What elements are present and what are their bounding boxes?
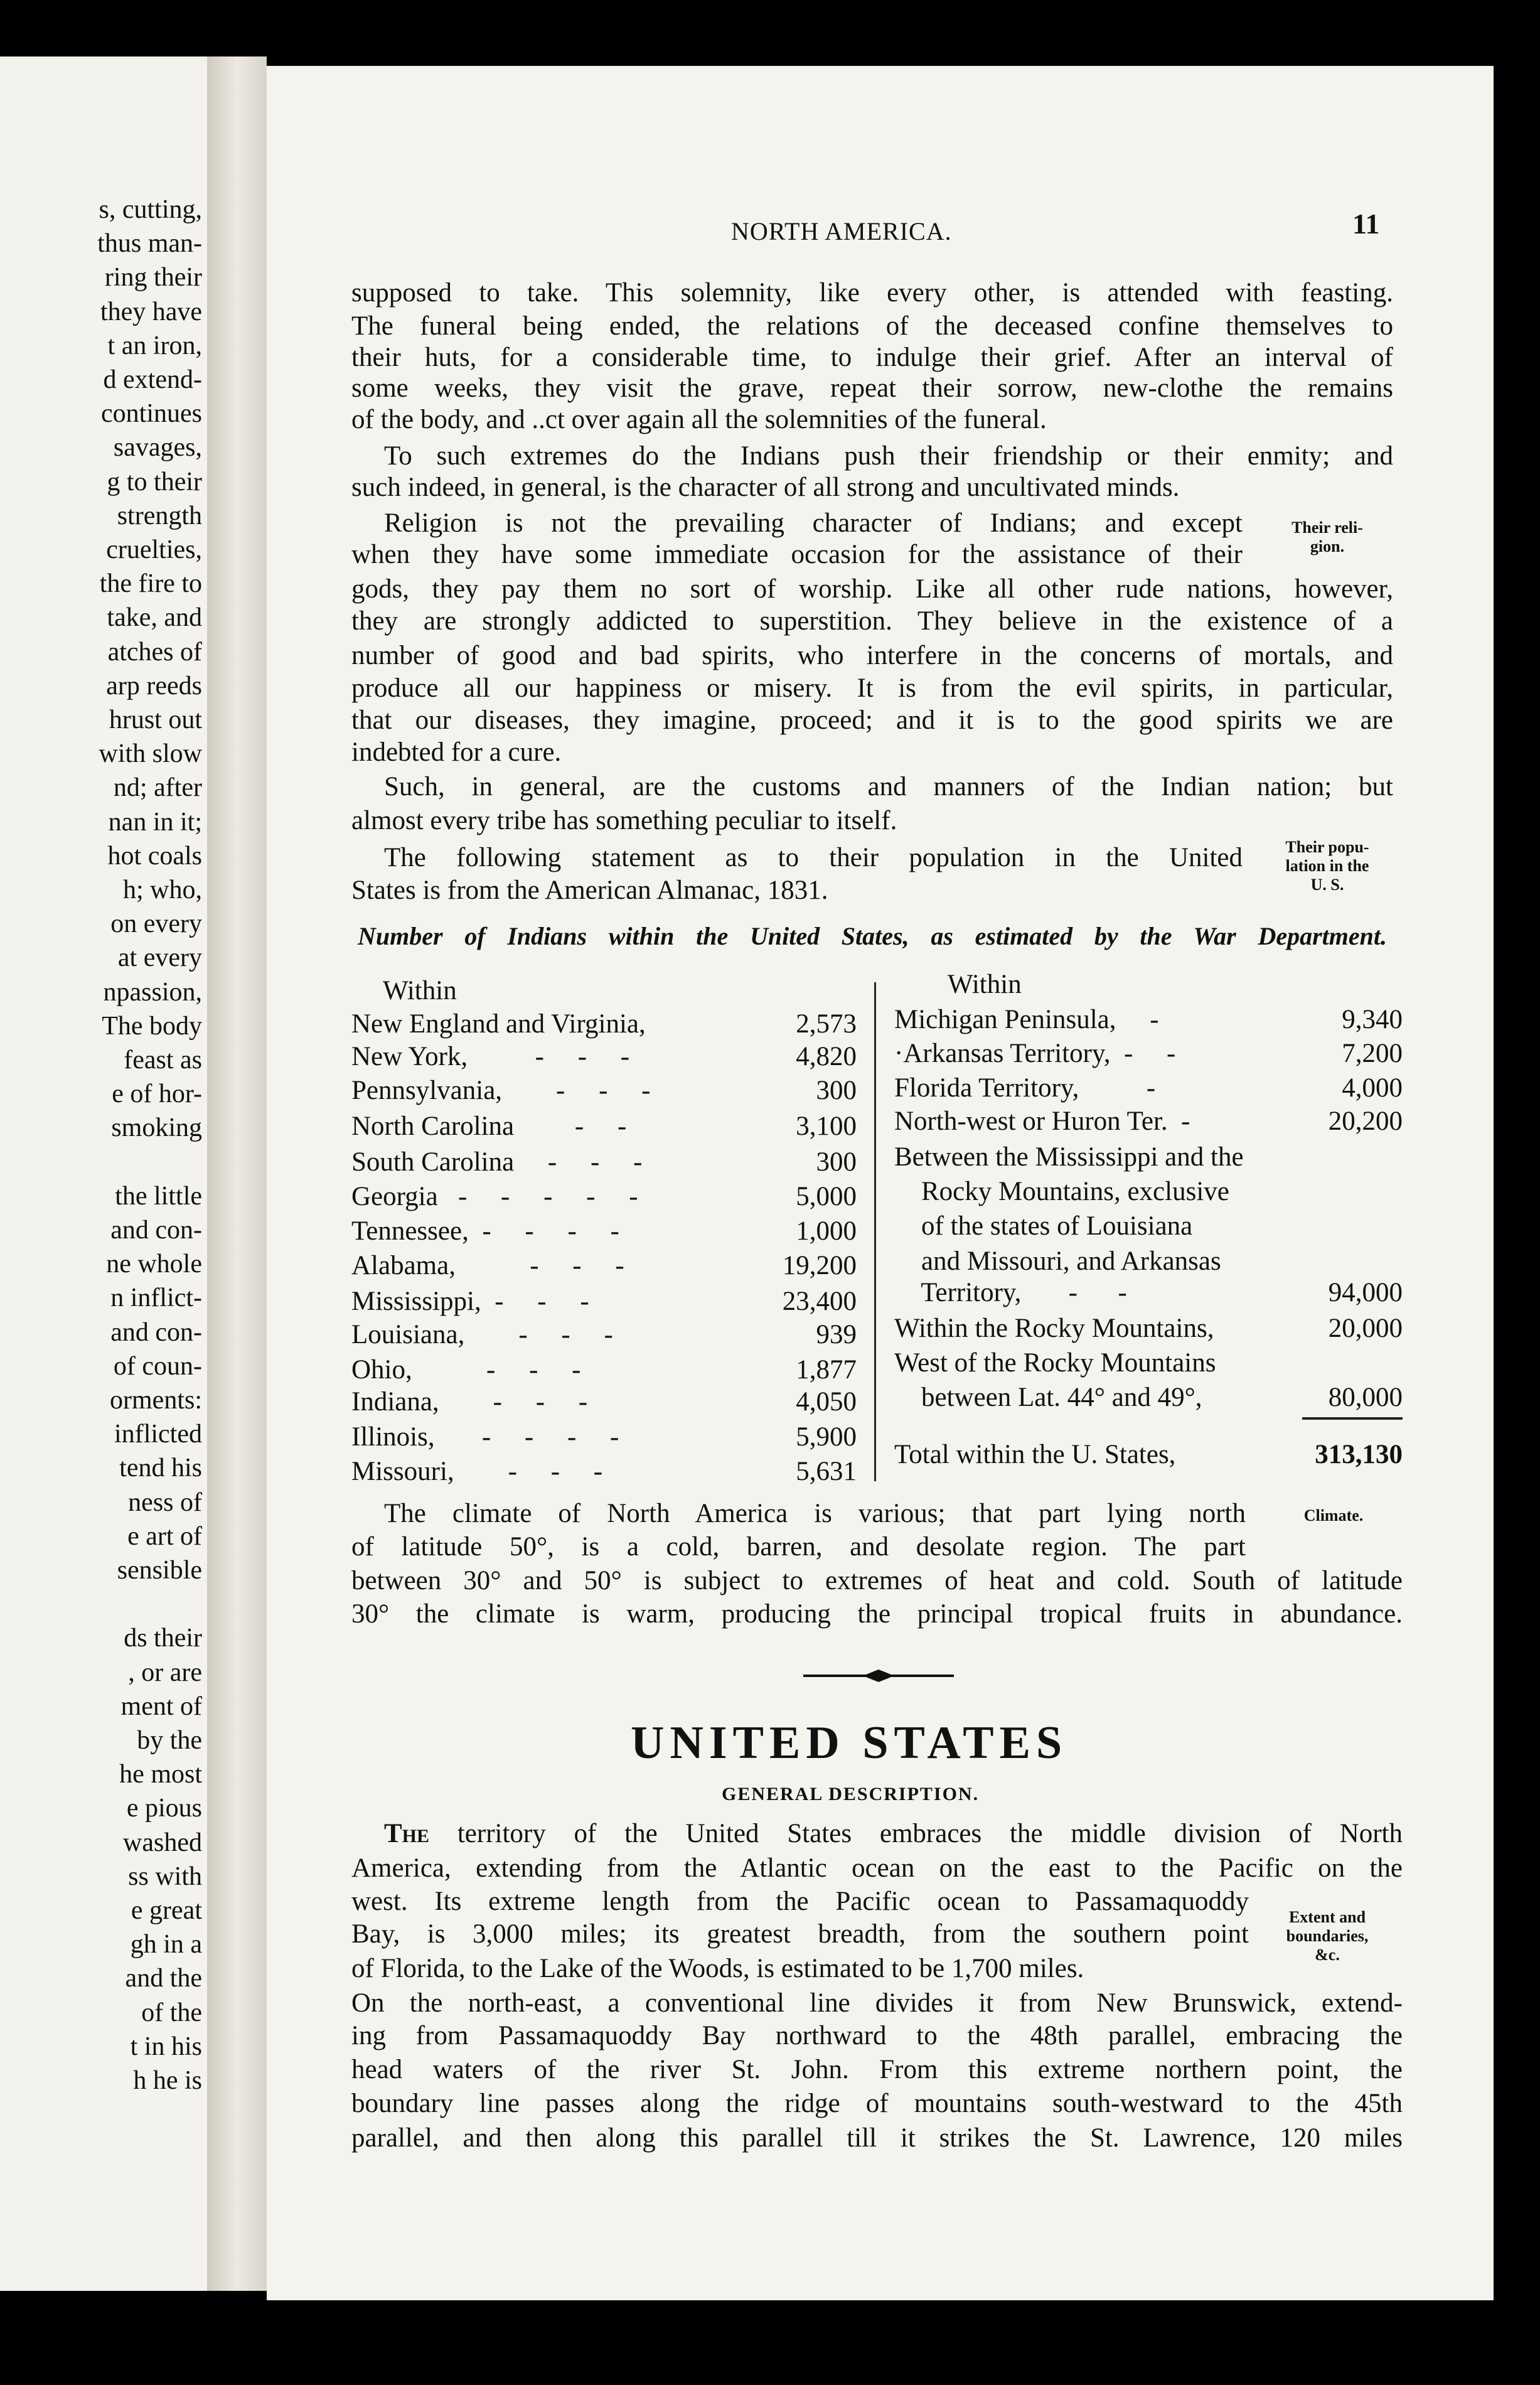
table-row [351, 1252, 857, 1284]
left-page-line: nan in it; [108, 807, 202, 837]
us-line: west. Its extreme length from the Pacific ocean to Passamaquoddy [351, 1887, 1249, 1916]
total-label: Total within the U. States, [894, 1440, 1176, 1469]
left-page-line: ring their [104, 263, 202, 292]
body-line: of the body, and ..ct over again all the solemnities of the funeral. [351, 405, 1047, 434]
row-label: Georgia - - - - - [351, 1182, 638, 1211]
left-page-line: sensible [117, 1556, 202, 1585]
left-page-line: they have [100, 297, 202, 326]
climate-line: of latitude 50°, is a cold, barren, and desolate region. The part [351, 1532, 1246, 1562]
left-page-line: nd; after [113, 773, 202, 803]
row-label: between Lat. 44° and 49°, [894, 1383, 1202, 1412]
margin-note-religion [1261, 518, 1393, 556]
row-label: Alabama, - - - [351, 1251, 624, 1280]
margin-note-line: Their popu- [1285, 838, 1369, 856]
left-page-line: arp reeds [106, 671, 202, 700]
row-label: Within the Rocky Mountains, [894, 1314, 1214, 1343]
row-value: 9,340 [1342, 1005, 1403, 1034]
us-line: of Florida, to the Lake of the Woods, is estimated to be 1,700 miles. [351, 1954, 1084, 1983]
row-value: 94,000 [1328, 1278, 1403, 1307]
row-label: ·Arkansas Territory, - - [894, 1039, 1176, 1068]
table-row [351, 1149, 857, 1180]
row-label: Between the Mississippi and the [894, 1142, 1244, 1172]
left-page-line: g to their [107, 467, 202, 496]
left-page-line: the little [115, 1181, 202, 1211]
us-line: boundary line passes along the ridge of mountains south-westward to the 45th [351, 2089, 1403, 2118]
body-line: almost every tribe has something peculiar to itself. [351, 806, 897, 835]
left-page-line: ment of [120, 1691, 202, 1721]
table-row [894, 1248, 1403, 1279]
table-row [894, 1279, 1403, 1310]
climate-line: between 30° and 50° is subject to extremes of heat and cold. South of latitude [351, 1566, 1403, 1595]
table-row [351, 1043, 857, 1075]
left-page-line: by the [137, 1726, 202, 1755]
left-page-line: n inflict- [110, 1284, 202, 1313]
row-label: of the states of Louisiana [894, 1211, 1193, 1241]
margin-note-line: U. S. [1310, 875, 1344, 894]
margin-note-climate [1280, 1506, 1387, 1525]
body-line: States is from the American Almanac, 1831. [351, 876, 828, 905]
left-page-line: and con- [110, 1317, 202, 1347]
row-value: 1,877 [796, 1355, 857, 1385]
body-line: To such extremes do the Indians push their friendship or their enmity; and [384, 441, 1393, 471]
body-line: that our diseases, they imagine, proceed; and it is to the good spirits we are [351, 705, 1393, 735]
left-page-line: d extend- [103, 365, 202, 394]
left-page-line: continues [101, 399, 202, 429]
left-page-line: feast as [124, 1046, 202, 1075]
body-line: Such, in general, are the customs and manners of the Indian nation; but [384, 772, 1393, 801]
total-value: 313,130 [1315, 1440, 1403, 1469]
left-page-line: of the [141, 1998, 202, 2027]
left-page-line: e great [131, 1896, 202, 1925]
margin-note-population [1261, 838, 1393, 894]
body-line: The following statement as to their population in the United [384, 843, 1243, 872]
left-page-line: gh in a [130, 1930, 202, 1959]
body-line: they are strongly addicted to superstition. They believe in the existence of a [351, 606, 1393, 636]
left-page-line: at every [117, 943, 202, 973]
left-page-line: ne whole [106, 1250, 202, 1279]
margin-note-extent [1258, 1908, 1396, 1964]
table-row [351, 1321, 857, 1353]
row-label: Ohio, - - - [351, 1355, 581, 1385]
body-line: their huts, for a considerable time, to indulge their grief. After an interval of [351, 343, 1393, 372]
table-row [351, 1388, 857, 1420]
page-number: 11 [1352, 208, 1380, 240]
page-gutter [207, 56, 267, 2291]
table-row [351, 1077, 857, 1108]
table-row [894, 1040, 1403, 1071]
table-row [894, 1108, 1403, 1139]
left-page-line: , or are [128, 1658, 202, 1687]
row-value: 300 [816, 1076, 857, 1105]
left-page-line: h; who, [123, 876, 202, 904]
left-page-line: thus man- [97, 229, 202, 259]
body-line: gods, they pay them no sort of worship. Like all other rude nations, however, [351, 574, 1393, 604]
row-label: North Carolina - - [351, 1112, 627, 1141]
row-label: Rocky Mountains, exclusive [894, 1177, 1229, 1206]
left-page-line: and con- [110, 1216, 202, 1245]
left-page-line: tend his [119, 1454, 202, 1483]
row-value: 939 [816, 1320, 857, 1349]
row-value: 2,573 [796, 1009, 857, 1039]
row-value: 4,820 [796, 1042, 857, 1071]
margin-note-line: &c. [1315, 1945, 1340, 1964]
row-label: Missouri, - - - [351, 1457, 603, 1486]
us-line: America, extending from the Atlantic ocean on the east to the Pacific on the [351, 1853, 1403, 1883]
table-row [894, 1384, 1403, 1415]
table-row [351, 1288, 857, 1319]
row-value: 20,200 [1328, 1107, 1403, 1136]
left-page-line: on every [110, 909, 202, 939]
row-label: Mississippi, - - - [351, 1287, 589, 1316]
body-line: produce all our happiness or misery. It is from the evil spirits, in particular, [351, 673, 1393, 703]
row-label: Indiana, - - - [351, 1387, 588, 1417]
left-page-line: and the [125, 1964, 202, 1993]
row-value: 20,000 [1328, 1314, 1403, 1343]
left-page-line: e art of [127, 1521, 202, 1551]
us-line [384, 1820, 1403, 1847]
row-value: 5,000 [796, 1182, 857, 1211]
margin-note-line: Their reli- [1291, 518, 1363, 537]
table-row [351, 1356, 857, 1388]
left-page-line: washed [123, 1828, 202, 1857]
row-value: 23,400 [782, 1287, 857, 1316]
left-page-line: npassion, [103, 977, 202, 1007]
row-value: 5,631 [796, 1457, 857, 1486]
left-page-line: t in his [130, 2032, 202, 2061]
left-page-line: hot coals [107, 841, 202, 871]
left-page-line: ds their [124, 1624, 202, 1653]
climate-line: The climate of North America is various; that part lying north [384, 1499, 1246, 1528]
row-label: South Carolina - - - [351, 1147, 643, 1177]
row-label: Pennsylvania, - - - [351, 1076, 651, 1105]
body-line: such indeed, in general, is the character of all strong and uncultivated minds. [351, 473, 1180, 502]
us-line: Bay, is 3,000 miles; its greatest breadth, from the southern point [351, 1919, 1249, 1949]
margin-note-line: lation in the [1285, 856, 1369, 875]
table-left-header: Within [383, 976, 457, 1005]
left-page-line: ness of [128, 1487, 202, 1517]
row-value: 4,000 [1342, 1073, 1403, 1103]
row-value: 80,000 [1328, 1383, 1403, 1412]
margin-note-line: Climate. [1303, 1506, 1364, 1525]
section-title: UNITED STATES [631, 1717, 1068, 1769]
left-page-line: he most [119, 1760, 202, 1789]
left-page-line: inflicted [114, 1420, 202, 1449]
climate-line: 30° the climate is warm, producing the principal tropical fruits in abundance. [351, 1599, 1403, 1629]
left-page-line: the fire to [99, 569, 202, 599]
row-value: 19,200 [782, 1251, 857, 1280]
row-label: Territory, - - [894, 1278, 1127, 1307]
left-page-line: with slow [99, 739, 202, 769]
left-page-line: hrust out [109, 705, 202, 734]
left-page-line: savages, [113, 433, 202, 463]
row-label: New England and Virginia, [351, 1009, 646, 1039]
left-page-line: of coun- [113, 1351, 202, 1381]
left-page-line: t an iron, [107, 331, 202, 360]
table-column-divider [874, 982, 876, 1481]
left-page-line: orments: [110, 1386, 202, 1415]
row-label: Michigan Peninsula, - [894, 1005, 1159, 1034]
table-row [894, 1213, 1403, 1244]
us-line: parallel, and then along this parallel till it strikes the St. Lawrence, 120 miles [351, 2123, 1403, 2153]
us-line: head waters of the river St. John. From this extreme northern point, the [351, 2055, 1403, 2084]
margin-note-line: boundaries, [1286, 1926, 1369, 1945]
left-page-line: atches of [107, 637, 202, 667]
total-rule [1302, 1417, 1403, 1420]
row-label: Tennessee, - - - - [351, 1216, 619, 1246]
row-label: New York, - - - [351, 1042, 630, 1071]
row-value: 3,100 [796, 1112, 857, 1141]
drop-word: The [384, 1819, 430, 1848]
left-page-line: cruelties, [106, 535, 202, 564]
line-text: territory of the United States embraces the middle division of North [429, 1819, 1403, 1848]
row-value: 300 [816, 1147, 857, 1177]
us-line: ing from Passamaquoddy Bay northward to the 48th parallel, embracing the [351, 2021, 1403, 2050]
left-page-line: strength [117, 501, 202, 530]
body-line: indebted for a cure. [351, 737, 562, 767]
row-label: North-west or Huron Ter. - [894, 1107, 1190, 1136]
table-row [351, 1183, 857, 1214]
table-right-header: Within [948, 970, 1022, 999]
table-row [894, 1178, 1403, 1209]
table-caption: Number of Indians within the United States, as estimated by the War Department. [358, 922, 1387, 950]
row-label: Illinois, - - - - [351, 1422, 619, 1452]
row-label: Louisiana, - - - [351, 1320, 613, 1349]
table-row [894, 1349, 1403, 1381]
ornament-divider [803, 1666, 954, 1685]
body-line: some weeks, they visit the grave, repeat their sorrow, new-clothe the remains [351, 373, 1393, 403]
row-value: 4,050 [796, 1387, 857, 1417]
running-head: NORTH AMERICA. [731, 217, 952, 245]
table-row [894, 1006, 1403, 1037]
table-total-row [894, 1441, 1403, 1472]
row-label: and Missouri, and Arkansas [894, 1246, 1221, 1276]
body-line: The funeral being ended, the relations of the deceased confine themselves to [351, 311, 1393, 341]
row-value: 7,200 [1342, 1039, 1403, 1068]
left-page-line: smoking [111, 1113, 202, 1143]
table-row [351, 1423, 857, 1455]
left-page-line: e of hor- [112, 1080, 202, 1109]
body-line: number of good and bad spirits, who interfere in the concerns of mortals, and [351, 641, 1393, 670]
row-label: Florida Territory, - [894, 1073, 1156, 1103]
margin-note-line: gion. [1310, 537, 1345, 555]
table-row [351, 1010, 857, 1042]
table-row [894, 1075, 1403, 1106]
left-page-line: s, cutting, [99, 195, 202, 224]
section-subtitle: GENERAL DESCRIPTION. [722, 1784, 980, 1804]
margin-note-line: Extent and [1288, 1908, 1366, 1926]
table-row [351, 1113, 857, 1144]
left-page-line: h he is [133, 2066, 202, 2095]
table-row [351, 1458, 857, 1489]
row-value: 5,900 [796, 1422, 857, 1452]
left-page-line: e pious [126, 1794, 202, 1823]
row-label: West of the Rocky Mountains [894, 1348, 1216, 1378]
row-value: 1,000 [796, 1216, 857, 1246]
table-row [351, 1218, 857, 1249]
body-line: supposed to take. This solemnity, like every other, is attended with feasting. [351, 278, 1393, 308]
left-page-line: ss with [128, 1862, 202, 1891]
body-line: when they have some immediate occasion for the assistance of their [351, 540, 1243, 569]
body-line: Religion is not the prevailing character of Indians; and except [384, 508, 1243, 538]
table-row [894, 1144, 1403, 1175]
left-page-fragment [0, 56, 207, 2291]
table-row [894, 1315, 1403, 1346]
us-line: On the north-east, a conventional line divides it from New Brunswick, extend- [351, 1988, 1403, 2018]
left-page-line: The body [102, 1011, 202, 1041]
left-page-line: take, and [107, 603, 202, 633]
